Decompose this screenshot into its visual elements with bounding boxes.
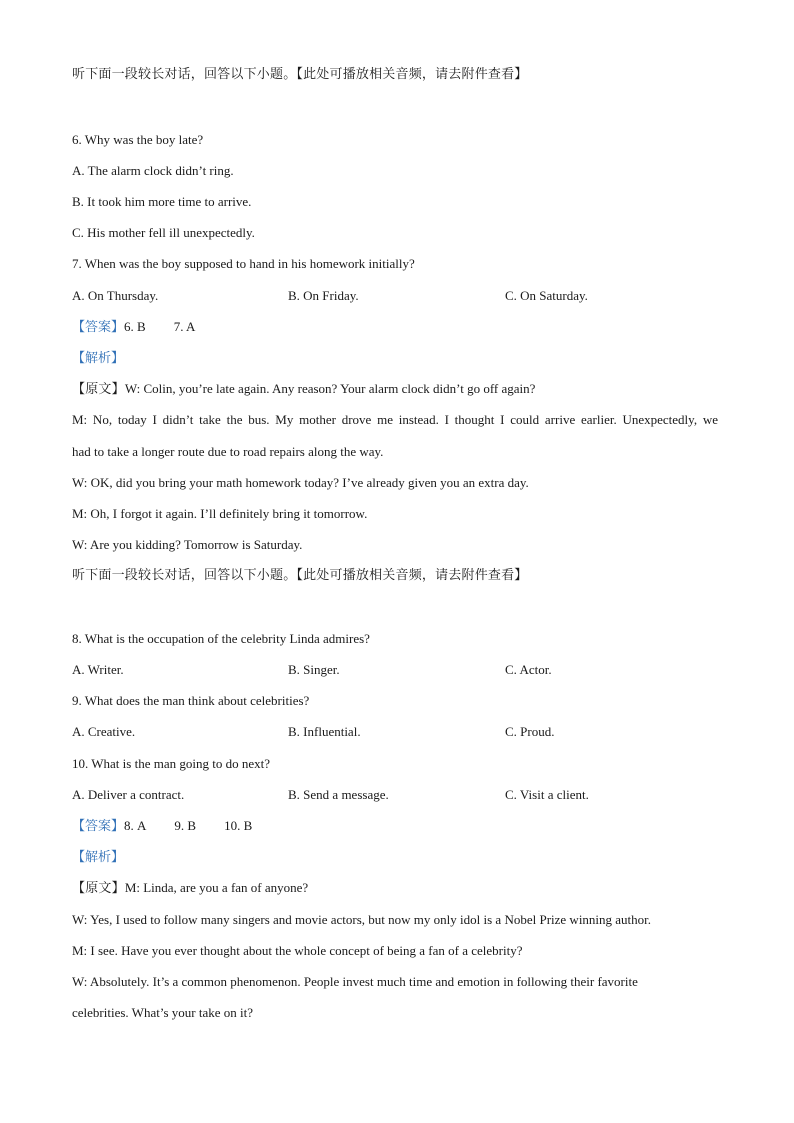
question-10-option-c: C. Visit a client.: [505, 787, 589, 802]
question-8-option-a: A. Writer.: [72, 662, 124, 677]
transcript-text: W: Colin, you’re late again. Any reason? Your alarm clock didn’t go off again?: [124, 381, 536, 396]
transcript-line-1-0: [72, 381, 535, 398]
question-8-option-b: B. Singer.: [288, 662, 340, 677]
answer-tag: 【答案】: [72, 819, 125, 834]
transcript-line-1-3: W: OK, did you bring your math homework today? I’ve already given you an extra day.: [72, 475, 529, 490]
question-9-stem: 9. What does the man think about celebrities?: [72, 693, 310, 708]
transcript-tag: 【原文】: [72, 382, 125, 397]
question-7-stem: 7. When was the boy supposed to hand in his homework initially?: [72, 256, 415, 271]
transcript-line-1-5: W: Are you kidding? Tomorrow is Saturday.: [72, 537, 303, 552]
question-7-option-a: A. On Thursday.: [72, 288, 159, 303]
answer-9: 9. B: [174, 818, 197, 833]
question-8-option-c: C. Actor.: [505, 662, 552, 677]
transcript-line-1-4: M: Oh, I forgot it again. I’ll definitely bring it tomorrow.: [72, 506, 368, 521]
transcript-line-2-3: W: Absolutely. It’s a common phenomenon. People invest much time and emotion in following their favorite: [72, 974, 638, 989]
analysis-tag: 【解析】: [72, 850, 125, 865]
question-9-option-b: B. Influential.: [288, 724, 361, 739]
analysis-line-2: [72, 849, 124, 866]
question-10-option-b: B. Send a message.: [288, 787, 389, 802]
question-8-stem: 8. What is the occupation of the celebrity Linda admires?: [72, 631, 370, 646]
transcript-line-2-4: celebrities. What’s your take on it?: [72, 1005, 253, 1020]
answer-line-1: [72, 319, 195, 336]
question-7-option-c: C. On Saturday.: [505, 288, 588, 303]
listening-instruction-1: 听下面一段较长对话，回答以下小题。【此处可播放相关音频，请去附件查看】: [72, 67, 528, 82]
answer-line-2: [72, 818, 252, 835]
question-6-option-c: C. His mother fell ill unexpectedly.: [72, 225, 255, 240]
question-9-option-c: C. Proud.: [505, 724, 555, 739]
answer-8: 8. A: [124, 818, 147, 833]
answer-10: 10. B: [224, 818, 253, 833]
transcript-text: M: Linda, are you a fan of anyone?: [124, 880, 309, 895]
transcript-line-2-2: M: I see. Have you ever thought about the whole concept of being a fan of a celebrity?: [72, 943, 523, 958]
analysis-line-1: [72, 350, 124, 367]
listening-instruction-2: 听下面一段较长对话，回答以下小题。【此处可播放相关音频，请去附件查看】: [72, 568, 528, 583]
transcript-line-1-2: had to take a longer route due to road repairs along the way.: [72, 444, 384, 459]
question-10-stem: 10. What is the man going to do next?: [72, 756, 270, 771]
question-7-option-b: B. On Friday.: [288, 288, 359, 303]
transcript-line-2-1: W: Yes, I used to follow many singers and movie actors, but now my only idol is a Nobel Prize winning author.: [72, 912, 652, 927]
question-6-option-a: A. The alarm clock didn’t ring.: [72, 163, 234, 178]
answer-6: 6. B: [124, 319, 146, 334]
answer-tag: 【答案】: [72, 320, 125, 335]
question-6-stem: 6. Why was the boy late?: [72, 132, 204, 147]
question-9-option-a: A. Creative.: [72, 724, 136, 739]
question-6-option-b: B. It took him more time to arrive.: [72, 194, 252, 209]
transcript-line-2-0: [72, 880, 308, 897]
answer-7: 7. A: [173, 319, 196, 334]
transcript-tag: 【原文】: [72, 881, 125, 896]
analysis-tag: 【解析】: [72, 351, 125, 366]
question-10-option-a: A. Deliver a contract.: [72, 787, 185, 802]
transcript-line-1-1: M: No, today I didn’t take the bus. My mother drove me instead. I thought I could arrive earlier. Unexpectedly, we: [72, 412, 718, 427]
